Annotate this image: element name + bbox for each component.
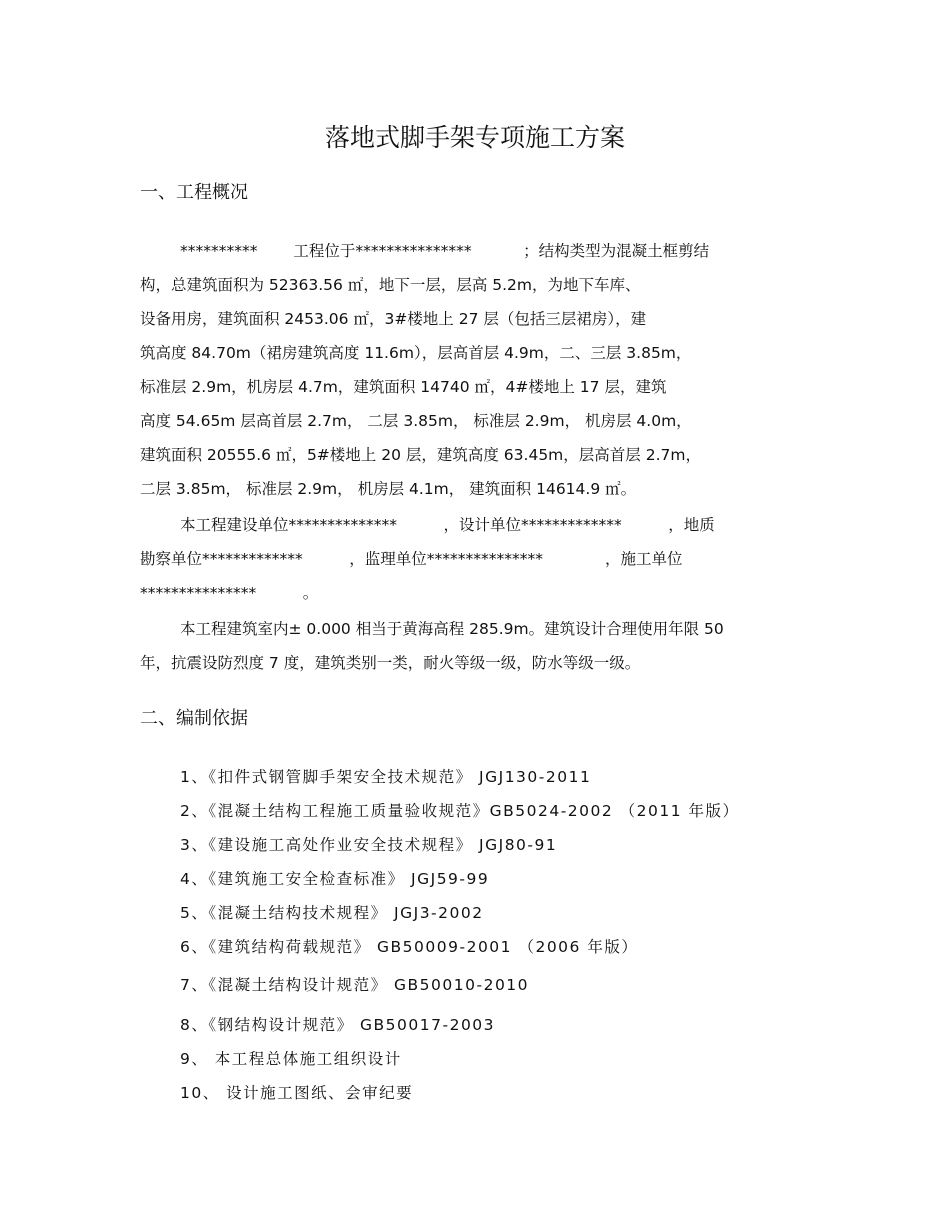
reference-item: 8、《钢结构设计规范》 GB50017-2003: [180, 1016, 496, 1034]
paragraph-line: ********** 工程位于*************** ；结构类型为混凝土框剪结: [180, 242, 710, 260]
reference-item: 5、《混凝土结构技术规程》 JGJ3-2002: [180, 904, 484, 922]
paragraph-project-standards: [140, 612, 810, 680]
paragraph-line: 筑高度 84.70m（裙房建筑高度 11.6m），层高首层 4.9m，二、三层 3.85m，: [140, 344, 692, 362]
section-heading-overview: 一、工程概况: [140, 182, 248, 203]
section-heading-basis: 二、编制依据: [140, 708, 248, 729]
reference-item: 10、 设计施工图纸、会审纪要: [180, 1084, 414, 1102]
paragraph-line: 二层 3.85m， 标准层 2.9m， 机房层 4.1m， 建筑面积 14614.9 ㎡。: [140, 480, 637, 498]
paragraph-line: *************** 。: [140, 584, 319, 602]
reference-item: 2、《混凝土结构工程施工质量验收规范》GB5024-2002 （2011 年版）: [180, 802, 740, 820]
paragraph-line: 本工程建设单位************** ，设计单位************* ，地质: [180, 516, 715, 534]
paragraph-line: 年，抗震设防烈度 7 度，建筑类别一类，耐火等级一级，防水等级一级。: [140, 654, 641, 672]
reference-item: 4、《建筑施工安全检查标准》 JGJ59-99: [180, 870, 490, 888]
paragraph-line: 构，总建筑面积为 52363.56 ㎡，地下一层，层高 5.2m，为地下车库、: [140, 276, 641, 294]
reference-item: 7、《混凝土结构设计规范》 GB50010-2010: [180, 976, 530, 994]
paragraph-line: 勘察单位************* ，监理单位*************** ，施工单位: [140, 550, 683, 568]
reference-item: 6、《建筑结构荷载规范》 GB50009-2001 （2006 年版）: [180, 938, 639, 956]
paragraph-line: 标准层 2.9m，机房层 4.7m，建筑面积 14740 ㎡，4#楼地上 17 层，建筑: [140, 378, 667, 396]
paragraph-line: 设备用房，建筑面积 2453.06 ㎡，3#楼地上 27 层（包括三层裙房），建: [140, 310, 647, 328]
reference-item: 1、《扣件式钢管脚手架安全技术规范》 JGJ130-2011: [180, 768, 592, 786]
reference-item: 3、《建设施工高处作业安全技术规程》 JGJ80-91: [180, 836, 558, 854]
paragraph-line: 高度 54.65m 层高首层 2.7m， 二层 3.85m， 标准层 2.9m， 机房层 4.0m，: [140, 412, 692, 430]
reference-item: 9、 本工程总体施工组织设计: [180, 1050, 402, 1068]
paragraph-project-overview: [140, 234, 810, 506]
paragraph-line: 建筑面积 20555.6 ㎡，5#楼地上 20 层，建筑高度 63.45m，层高首层 2.7m，: [140, 446, 701, 464]
paragraph-project-parties: [140, 508, 810, 610]
document-title: 落地式脚手架专项施工方案: [324, 123, 625, 152]
paragraph-line: 本工程建筑室内± 0.000 相当于黄海高程 285.9m。建筑设计合理使用年限 50: [180, 620, 724, 638]
